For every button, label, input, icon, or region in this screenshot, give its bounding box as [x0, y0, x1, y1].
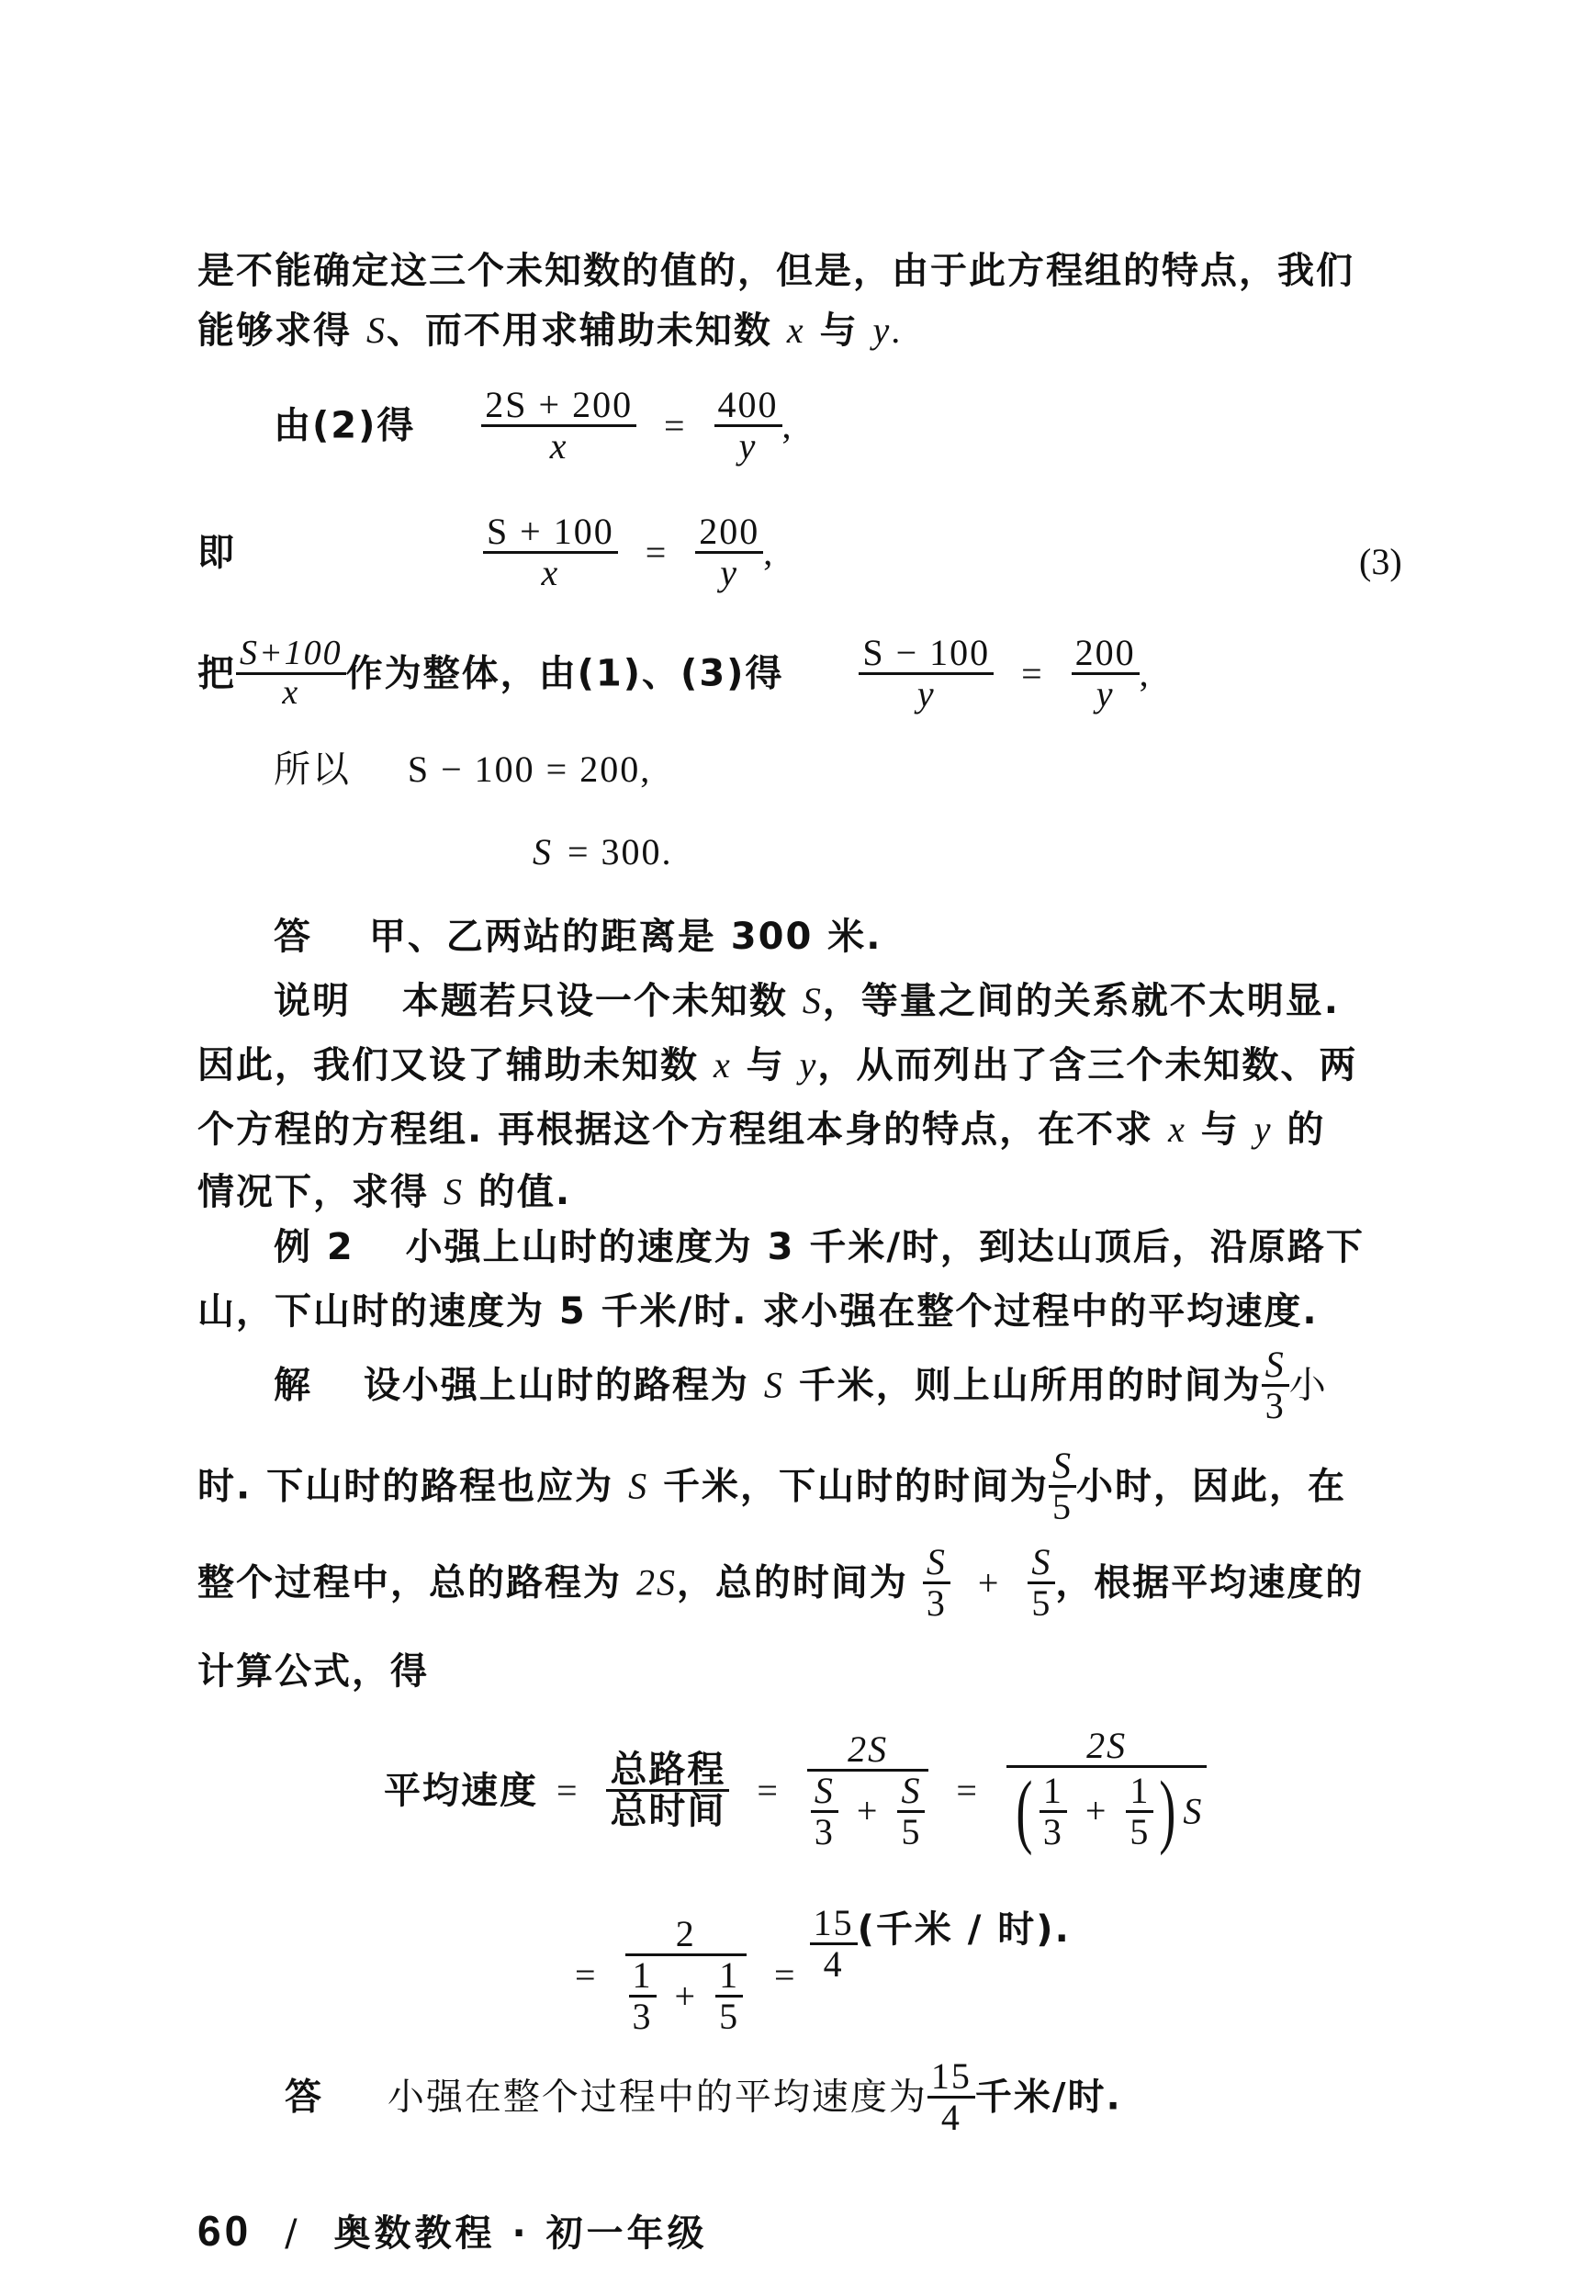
equation-tag: (3) — [1359, 541, 1402, 582]
book-title: 奥数教程 · 初一年级 — [333, 2212, 708, 2255]
numerator: 200 — [695, 512, 763, 554]
fraction — [859, 634, 994, 714]
note-line — [197, 1044, 1358, 1086]
text: 因此，我们又设了辅助未知数 — [197, 1044, 699, 1086]
denominator: y — [738, 425, 758, 467]
denominator: 3 — [926, 1582, 947, 1624]
text: ，从而列出了含三个未知数、两 — [817, 1044, 1358, 1086]
denominator: 5 — [1130, 1810, 1151, 1852]
fraction — [923, 1543, 950, 1623]
numerator: S — [811, 1772, 838, 1813]
denominator: x — [282, 673, 300, 712]
fraction — [1049, 1446, 1076, 1526]
plus-sign: + — [977, 1561, 1001, 1604]
denominator: 4 — [823, 1942, 844, 1985]
fraction — [483, 512, 618, 592]
fraction — [695, 512, 763, 592]
math-variable: S — [443, 1171, 464, 1212]
denominator: x — [541, 552, 560, 593]
answer-text: 甲、乙两站的距离是 300 米. — [368, 916, 882, 958]
numerator: 1 — [1126, 1772, 1153, 1813]
equation-treat-whole — [197, 634, 1151, 714]
equation-label: 由(2)得 — [274, 404, 416, 447]
punctuation: , — [763, 531, 775, 573]
equals-sign: = — [956, 1769, 979, 1811]
fraction — [714, 386, 782, 466]
numerator: S — [1049, 1446, 1076, 1488]
fraction — [1262, 1345, 1289, 1425]
math-variable: x — [1168, 1109, 1186, 1150]
equation-label: 即 — [197, 531, 236, 574]
fraction — [481, 386, 636, 466]
answer-label: 答 — [274, 916, 312, 958]
numerator: 2S — [1006, 1727, 1208, 1768]
text: 是不能确定这三个未知数的值的，但是，由于此方程组的特点，我们 — [197, 250, 1354, 292]
math-variable: y — [799, 1044, 818, 1086]
close-paren: ) — [1159, 1765, 1178, 1856]
text: 计算公式，得 — [197, 1650, 429, 1693]
average-speed-formula — [384, 1727, 1207, 1855]
answer-text: 小强在整个过程中的平均速度为 — [387, 2076, 927, 2119]
equals-sign: = — [645, 531, 669, 573]
numerator: S — [1262, 1345, 1289, 1387]
math-expression: S − 100 = 200, — [407, 748, 652, 790]
fraction — [1028, 1543, 1055, 1623]
example-2-line — [197, 1290, 1319, 1333]
fraction — [897, 1769, 925, 1852]
text: 小 — [1288, 1364, 1328, 1407]
numerator: 200 — [1072, 634, 1140, 675]
answer-1 — [274, 916, 882, 958]
math-variable: S — [533, 831, 553, 872]
page-number: 60 — [197, 2207, 253, 2255]
text: ，等量之间的关系就不太明显. — [822, 980, 1341, 1022]
math-variable: 2S — [635, 1561, 677, 1604]
fraction — [807, 1730, 929, 1851]
solution-label: 解 — [274, 1364, 312, 1407]
text: ，根据平均速度的 — [1055, 1561, 1365, 1604]
numerator: S — [897, 1772, 925, 1813]
numerator: 15 — [927, 2057, 975, 2099]
page-footer — [197, 2204, 708, 2257]
numerator: 2 — [625, 1915, 747, 1956]
math-variable: y — [1253, 1109, 1273, 1150]
paragraph-line — [197, 250, 1354, 292]
numerator: S — [923, 1543, 950, 1584]
math-variable: S — [365, 310, 387, 351]
open-paren: ( — [1016, 1765, 1034, 1856]
denominator: 5 — [1031, 1582, 1052, 1624]
numerator: S — [1028, 1543, 1055, 1584]
equation-from-2 — [274, 386, 793, 466]
fraction — [810, 1901, 858, 1985]
unit-text: (千米 / 时). — [857, 1908, 1071, 1951]
numerator: 1 — [715, 1956, 743, 1998]
text: 与 — [1200, 1109, 1240, 1151]
so-line — [274, 748, 652, 791]
text: 整个过程中，总的路程为 — [197, 1561, 622, 1604]
plus-sign: + — [1085, 1790, 1108, 1832]
denominator: 3 — [632, 1996, 653, 2037]
text: 、而不用求辅助未知数 — [386, 310, 772, 352]
example-label: 例 2 — [274, 1226, 354, 1268]
paragraph-line — [197, 310, 903, 352]
text: 的 — [1287, 1109, 1326, 1151]
fraction — [629, 1956, 657, 2036]
math-variable: x — [713, 1044, 732, 1086]
fraction — [1006, 1727, 1208, 1855]
answer-label: 答 — [285, 2076, 323, 2119]
fraction — [1126, 1769, 1153, 1852]
denominator: 3 — [814, 1810, 835, 1852]
text: 设小强上山时的路程为 — [363, 1364, 749, 1407]
numerator: 400 — [714, 386, 782, 427]
average-speed-formula-line2 — [562, 1901, 1071, 2037]
denominator: 5 — [901, 1810, 922, 1852]
numerator: 1 — [1040, 1772, 1067, 1813]
note-line — [197, 1171, 572, 1213]
text: ，总的时间为 — [676, 1561, 908, 1604]
math-variable: S — [802, 980, 823, 1021]
denominator: y — [1096, 673, 1115, 715]
numerator: S − 100 — [859, 634, 994, 675]
text: 个方程的方程组. 再根据这个方程组本身的特点，在不求 — [197, 1109, 1154, 1151]
text: 能够求得 — [197, 310, 352, 352]
fraction — [1072, 634, 1140, 714]
text: 小强上山时的速度为 3 千米/时，到达山顶后，沿原路下 — [405, 1226, 1365, 1268]
math-variable: S — [1183, 1790, 1204, 1832]
denominator: y — [916, 673, 936, 715]
denominator: 总时间 — [610, 1790, 726, 1833]
text: 与 — [819, 310, 859, 352]
text: 平均速度 — [384, 1769, 538, 1812]
equals-sign: = — [664, 404, 687, 446]
denominator: 3 — [1042, 1810, 1063, 1852]
math-expression: = 300. — [567, 831, 673, 872]
punctuation: , — [781, 404, 793, 446]
denominator: 4 — [940, 2097, 961, 2138]
text: . — [891, 310, 903, 351]
fraction — [236, 636, 346, 712]
numerator: S + 100 — [483, 512, 618, 554]
denominator: 5 — [1052, 1486, 1073, 1527]
fraction — [1040, 1769, 1067, 1852]
math-variable: S — [628, 1465, 649, 1507]
fraction — [715, 1956, 743, 2036]
text: 把 — [197, 652, 236, 695]
solution-line — [274, 1345, 1328, 1425]
equals-sign: = — [757, 1769, 780, 1811]
solution-line — [197, 1446, 1346, 1526]
denominator: 3 — [1264, 1385, 1286, 1426]
fraction — [606, 1749, 729, 1833]
answer-text: 千米/时. — [974, 2076, 1122, 2119]
denominator — [1006, 1765, 1208, 1856]
numerator: 2S + 200 — [481, 386, 636, 427]
separator: / — [285, 2212, 301, 2255]
text: 山，下山时的速度为 5 千米/时. 求小强在整个过程中的平均速度. — [197, 1290, 1319, 1333]
numerator: 15 — [810, 1904, 858, 1945]
numerator: S+100 — [236, 636, 346, 675]
fraction — [811, 1769, 838, 1852]
numerator: 1 — [629, 1956, 657, 1998]
math-variable: x — [786, 310, 805, 351]
result-line — [533, 831, 673, 872]
plus-sign: + — [856, 1790, 880, 1832]
math-variable: y — [872, 310, 892, 351]
denominator: 5 — [719, 1996, 740, 2037]
equals-sign: = — [556, 1769, 579, 1811]
denominator — [625, 1956, 747, 2036]
equals-sign: = — [774, 1954, 797, 1996]
text: 小时，因此，在 — [1076, 1465, 1346, 1508]
note-label: 说明 — [274, 980, 351, 1022]
note-line — [197, 1109, 1326, 1151]
text: 作为整体，由(1)、(3)得 — [345, 652, 784, 695]
numerator: 总路程 — [606, 1750, 729, 1792]
solution-line — [197, 1650, 429, 1693]
fraction — [927, 2057, 975, 2137]
punctuation: , — [1139, 652, 1151, 694]
text: 与 — [746, 1044, 785, 1086]
equals-sign: = — [1021, 652, 1044, 694]
solution-line — [197, 1543, 1364, 1623]
text: 本题若只设一个未知数 — [401, 980, 788, 1022]
text: 情况下，求得 — [197, 1171, 429, 1213]
text: 所以 — [274, 748, 351, 791]
denominator: y — [720, 552, 739, 593]
fraction — [625, 1915, 747, 2036]
denominator: x — [549, 425, 568, 467]
text: 时. 下山时的路程也应为 — [197, 1465, 614, 1508]
text: 千米，下山时的时间为 — [663, 1465, 1049, 1508]
text: 的值. — [478, 1171, 572, 1213]
plus-sign: + — [674, 1975, 698, 2017]
text: 千米，则上山所用的时间为 — [798, 1364, 1262, 1407]
equation-3 — [197, 512, 774, 592]
equals-sign: = — [575, 1954, 598, 1996]
denominator — [807, 1769, 929, 1852]
example-2-line — [274, 1226, 1365, 1268]
note-line — [274, 980, 1341, 1022]
math-variable: S — [763, 1364, 784, 1406]
answer-2 — [285, 2057, 1122, 2137]
numerator: 2S — [807, 1730, 929, 1772]
